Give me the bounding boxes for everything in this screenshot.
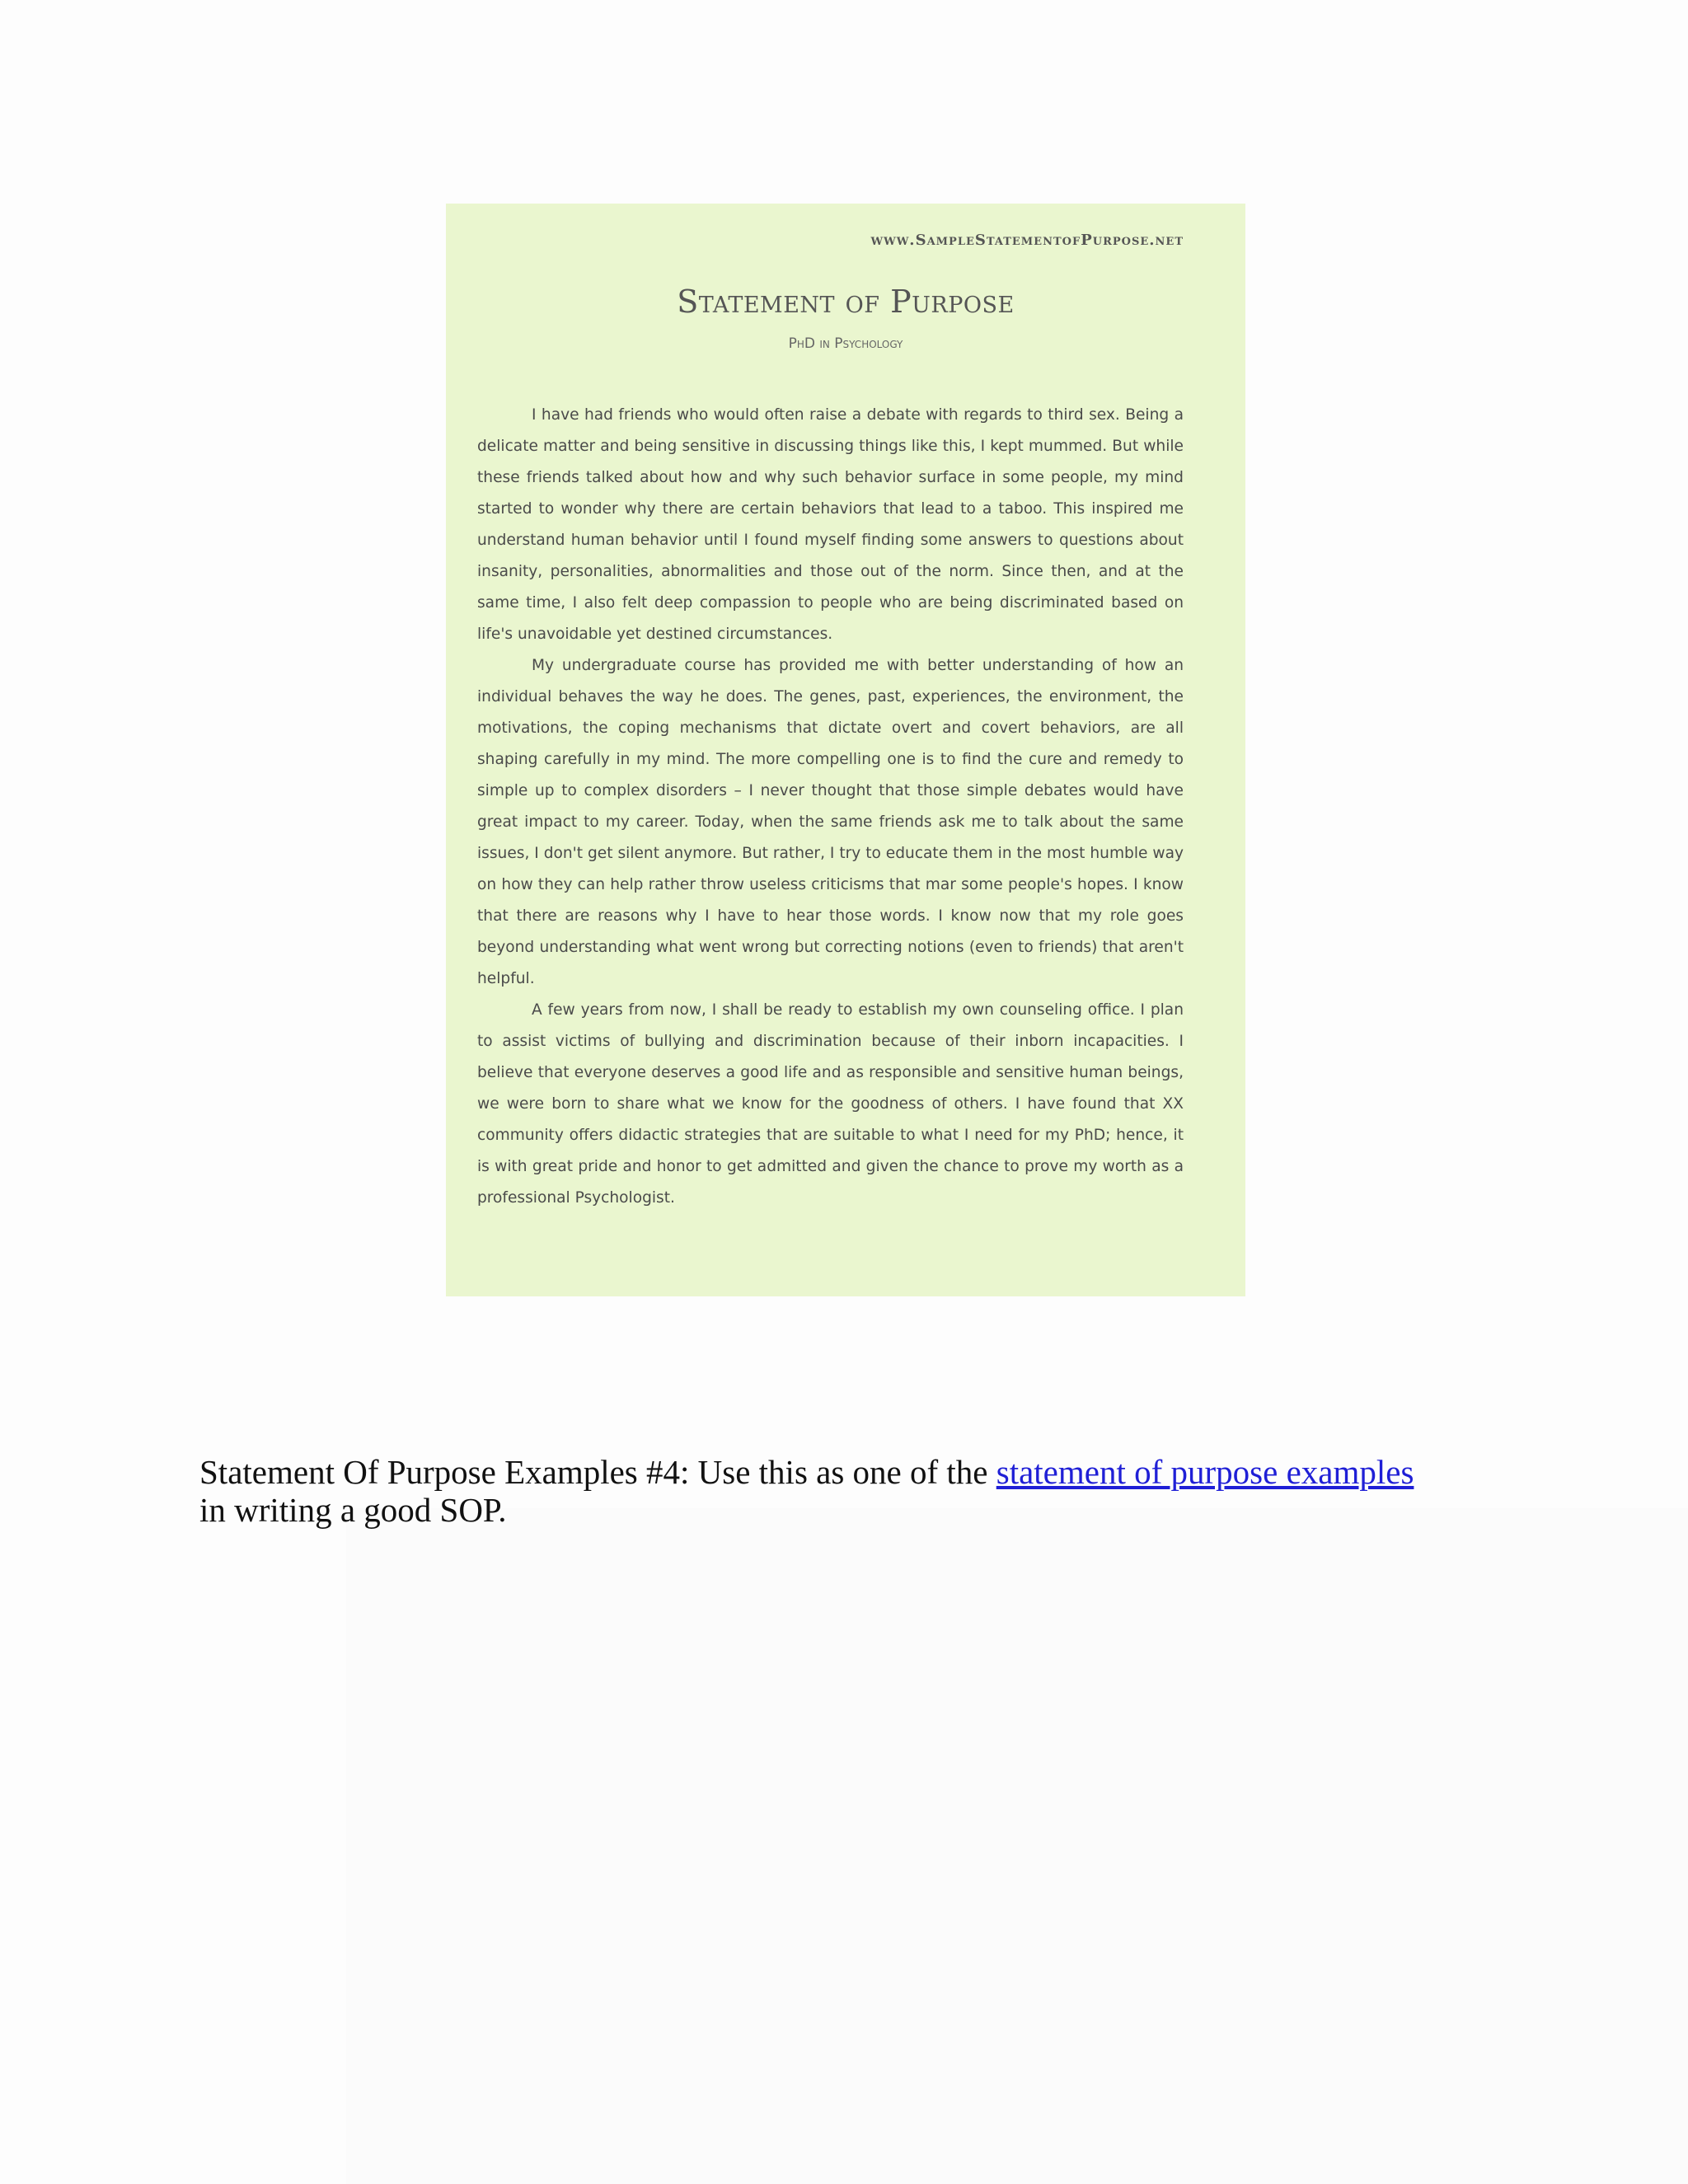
caption-prefix: Statement Of Purpose Examples #4: Use this as one of the — [199, 1453, 996, 1491]
page-background-panel — [346, 1508, 1688, 2184]
document-paragraph-2: My undergraduate course has provided me with better understanding of how an individual behaves the way he does. The genes, past, experiences, the environment, the motivations, the coping mechanisms that dictate overt and covert behaviors, are all shaping carefully in my mind. The more compelling one is to find the cure and remedy to simple up to complex disorders – I never thought that those simple debates would have great impact to my career. Today, when the same friends ask me to talk about the same issues, I don't get silent anymore. But rather, I try to educate them in the most humble way on how they can help rather throw useless criticisms that mar some people's hopes. I know that there are reasons why I have to hear those words. I know now that my role goes beyond understanding what went wrong but correcting notions (even to friends) that aren't helpful. — [477, 657, 1184, 987]
document-body — [477, 400, 1184, 1214]
sop-examples-link[interactable]: statement of purpose examples — [996, 1453, 1414, 1491]
document-paragraph-1: I have had friends who would often raise a debate with regards to third sex. Being a delicate matter and being sensitive in discussing things like this, I kept mummed. But while these friends talked about how and why such behavior surface in some people, my mind started to wonder why there are certain behaviors that lead to a taboo. This inspired me understand human behavior until I found myself finding some answers to questions about insanity, personalities, abnormalities and those out of the norm. Since then, and at the same time, I also felt deep compassion to people who are being discriminated based on life's unavoidable yet destined circumstances. — [477, 406, 1184, 643]
caption-suffix: in writing a good SOP. — [199, 1491, 507, 1529]
document-subtitle: PhD in Psychology — [788, 335, 903, 352]
document-paragraph-3: A few years from now, I shall be ready to establish my own counseling office. I plan to assist victims of bullying and discrimination because of their inborn incapacities. I believe that everyone deserves a good life and as responsible and sensitive human beings, we were born to share what we know for the goodness of others. I have found that XX community offers didactic strategies that are suitable to what I need for my PhD; hence, it is with great pride and honor to get admitted and given the chance to prove my worth as a professional Psychologist. — [477, 1001, 1184, 1207]
document-title: Statement of Purpose — [677, 284, 1015, 320]
document-site-url: www.SampleStatementofPurpose.net — [870, 232, 1184, 249]
sop-document-image — [446, 204, 1245, 1296]
image-caption — [199, 1453, 1436, 1529]
